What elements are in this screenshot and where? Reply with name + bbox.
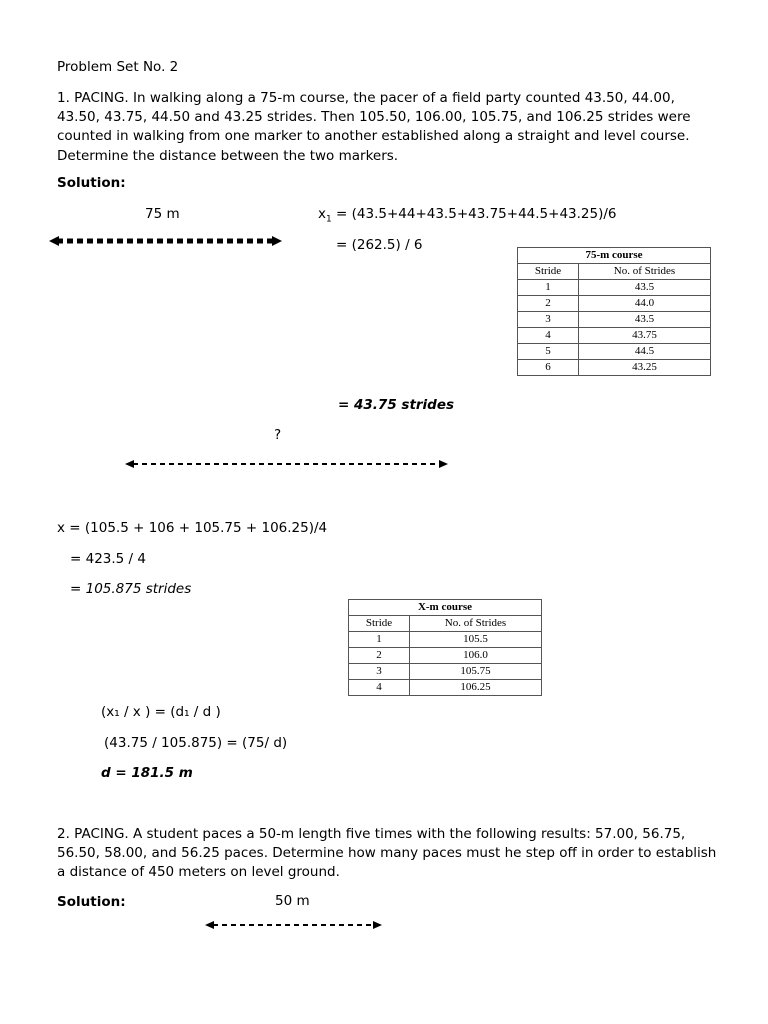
- table-row: 1 105.5: [349, 632, 542, 648]
- table-row: 3 43.5: [518, 312, 711, 328]
- table-row: 5 44.5: [518, 344, 711, 360]
- table-row: 2 106.0: [349, 648, 542, 664]
- table-caption: 75-m course: [518, 248, 711, 264]
- problem-1-solution-label: Solution:: [57, 175, 126, 191]
- x1-step-2: = (262.5) / 6: [336, 237, 423, 253]
- x1-formula: $x_1 = (43.5+44+43.5+43.75+44.5+43.25)/6$: [318, 206, 617, 225]
- problem-2-solution-label: Solution:: [57, 894, 126, 910]
- course-75m-arrow: [48, 234, 284, 248]
- problem-1-statement: 1. PACING. In walking along a 75-m course, the pacer of a field party counted 43.50, 44.00, 43.50, 43.75, 44.50 and 43.25 strides. Then 105.50, 106.00, 105.75, and 106.25 strides were counted in walking from one marker to another established along a straight and level course. Determine the distance between the two markers.: [57, 90, 691, 164]
- ratio-equation: (x₁ / x ) = (d₁ / d ): [101, 704, 221, 720]
- x1-result: = 43.75 strides: [338, 397, 455, 413]
- table-row: 4 43.75: [518, 328, 711, 344]
- table-header: Stride: [518, 264, 579, 280]
- course-50m-arrow: [204, 918, 384, 932]
- unknown-distance-arrow: [124, 457, 450, 471]
- table-75m-course: [517, 247, 711, 376]
- document-title: Problem Set No. 2: [57, 59, 179, 75]
- table-caption: X-m course: [349, 600, 542, 616]
- table-row: 3 105.75: [349, 664, 542, 680]
- x-step-2: = 423.5 / 4: [70, 551, 146, 567]
- table-x-m-course: [348, 599, 542, 696]
- table-header: No. of Strides: [410, 616, 542, 632]
- table-row: 1 43.5: [518, 280, 711, 296]
- x-result: = 105.875 strides: [70, 581, 192, 597]
- course-50m-label: 50 m: [275, 893, 310, 909]
- unknown-distance-label: ?: [274, 427, 282, 443]
- answer-distance: d = 181.5 m: [101, 765, 193, 781]
- problem-2-statement: 2. PACING. A student paces a 50-m length five times with the following results: 57.00, 56.75, 56.50, 58.00, and 56.25 paces. Determine how many paces must he step off in order to establish a distance of 450 meters on level ground.: [57, 826, 717, 881]
- course-75m-label: 75 m: [145, 206, 180, 222]
- table-header: No. of Strides: [579, 264, 711, 280]
- table-row: 6 43.25: [518, 360, 711, 376]
- table-row: 4 106.25: [349, 680, 542, 696]
- table-row: 2 44.0: [518, 296, 711, 312]
- x-formula: x = (105.5 + 106 + 105.75 + 106.25)/4: [57, 520, 328, 536]
- ratio-values: (43.75 / 105.875) = (75/ d): [104, 735, 288, 751]
- table-header: Stride: [349, 616, 410, 632]
